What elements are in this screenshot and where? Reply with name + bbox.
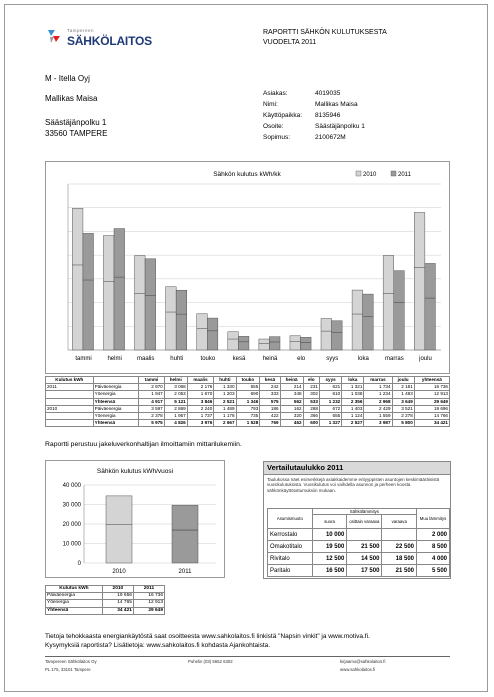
bar-2011-kesä xyxy=(238,336,249,350)
header-cell: helmi xyxy=(164,377,187,384)
value-cell: 575 xyxy=(260,398,280,405)
report-title xyxy=(263,28,387,48)
value-cell: 1 038 xyxy=(342,391,364,398)
info-value: 8135946 xyxy=(315,112,341,119)
value-cell: 2 356 xyxy=(342,398,364,405)
header-cell: 2011 xyxy=(133,586,164,593)
bar-2010-marras xyxy=(383,255,394,350)
company-name: M - Itella Oyj xyxy=(45,74,90,83)
value-cell: 1 232 xyxy=(319,398,341,405)
bar-2010-joulu xyxy=(414,212,425,350)
footer-company: Tampereen Sähkölaitos Oy xyxy=(45,659,97,664)
value-cell: 769 xyxy=(260,420,280,427)
value-cell: 655 xyxy=(236,384,260,391)
x-tick-label: syys xyxy=(326,356,339,362)
table-header-row xyxy=(46,377,450,384)
chart-title: Sähkön kulutus kWh/kk xyxy=(213,171,281,178)
header-cell: 2010 xyxy=(102,586,133,593)
table-row xyxy=(46,391,450,398)
info-label: Asiakas: xyxy=(263,90,288,97)
x-tick-label: loka xyxy=(357,356,369,362)
bar-2010-elo xyxy=(290,336,301,350)
value-cell: 422 xyxy=(260,412,280,419)
header-cell: loka xyxy=(342,377,364,384)
footer-info-line1: Tietoja tehokkaasta energiankäytöstä saat osoitteesta www.sahkolaitos.fi linkistä "Napsin vinkit" ja www.motiva.fi. xyxy=(45,633,370,640)
value-cell: 320 xyxy=(280,412,303,419)
bar-2010-heinä xyxy=(259,339,270,350)
bar-2011-huhti xyxy=(176,290,187,350)
legend-swatch-2011 xyxy=(391,171,396,176)
x-tick-label: joulu xyxy=(419,356,432,362)
value-cell: 16 500 xyxy=(312,565,347,577)
x-tick-label: huhti xyxy=(170,356,184,362)
bar-2010-kesä xyxy=(228,332,239,350)
value-cell: 621 xyxy=(319,384,341,391)
x-tick-label: kesä xyxy=(232,356,246,362)
value-cell: 1 203 xyxy=(214,391,236,398)
yearly-consumption-table xyxy=(45,585,165,615)
value-cell: 5 500 xyxy=(417,565,450,577)
footer-info-line2: Kysymyksiä raportista? Lisätietoja: www.sahkolaitos.fi kohdasta Ajankohtaista. xyxy=(45,642,271,649)
value-cell: 186 xyxy=(260,405,280,412)
chart-title: Sähkön kulutus kWh/vuosi xyxy=(96,468,174,475)
header-cell: touko xyxy=(236,377,260,384)
value-cell: 2 527 xyxy=(342,420,364,427)
value-cell: 462 xyxy=(280,420,303,427)
value-cell: 10 000 xyxy=(312,529,347,541)
x-tick-label: helmi xyxy=(107,356,122,362)
value-cell: 22 500 xyxy=(382,541,417,553)
x-tick-label: tammi xyxy=(75,356,92,362)
footer-divider xyxy=(45,656,450,657)
header-cell: osittain varaava xyxy=(347,515,382,529)
value-cell: 793 xyxy=(236,405,260,412)
value-cell: 2 968 xyxy=(364,398,392,405)
value-cell: 2 429 xyxy=(364,405,392,412)
value-cell: 34 421 xyxy=(102,607,133,614)
value-cell: 214 xyxy=(280,384,303,391)
bar-2010-loka xyxy=(352,290,363,350)
value-cell: 2 278 xyxy=(392,412,414,419)
monthly-chart-panel xyxy=(45,161,450,374)
header-cell xyxy=(93,377,139,384)
value-cell: 1 559 xyxy=(364,412,392,419)
value-cell: 21 500 xyxy=(382,565,417,577)
info-label: Nimi: xyxy=(263,101,278,108)
table-row xyxy=(46,593,165,600)
table-row xyxy=(46,600,165,607)
legend-swatch-2010 xyxy=(356,171,361,176)
table-header-row xyxy=(46,586,165,593)
value-cell: 34 421 xyxy=(414,420,449,427)
report-title-line2: VUODELTA 2011 xyxy=(263,39,317,46)
header-cell: Muu lämmitys xyxy=(417,509,450,529)
header-cell: Kulutus kWh xyxy=(46,377,94,384)
year-cell: 2011 xyxy=(46,384,94,391)
value-cell: 1 947 xyxy=(139,391,164,398)
row-label: Yöenergia xyxy=(93,391,139,398)
row-label: Yöenergia xyxy=(93,412,139,419)
footer-email: kirjaamo@sahkolaitos.fi xyxy=(340,659,386,664)
info-value: 4019035 xyxy=(315,90,341,97)
value-cell: 610 xyxy=(319,391,341,398)
value-cell: 12 913 xyxy=(414,391,449,398)
value-cell xyxy=(347,529,382,541)
x-tick-label: touko xyxy=(200,356,216,362)
header-cell: Asumismuoto xyxy=(268,509,313,529)
header-cell: yhteensä xyxy=(414,377,449,384)
value-cell: 3 521 xyxy=(392,405,414,412)
bar-2010-tammi xyxy=(72,208,83,350)
recipient-postal: 33560 TAMPERE xyxy=(45,129,108,138)
bar-2011-marras xyxy=(394,271,405,350)
y-tick-label: 20 000 xyxy=(62,522,81,528)
recipient-street: Säästäjänpolku 1 xyxy=(45,118,107,127)
y-tick-label: 40 000 xyxy=(62,483,81,489)
value-cell: 2 181 xyxy=(392,384,414,391)
table-row xyxy=(268,565,450,577)
value-cell: 29 649 xyxy=(133,607,164,614)
comparison-panel xyxy=(263,461,451,579)
table-row xyxy=(46,384,450,391)
row-label: Päiväenergia xyxy=(93,384,139,391)
x-tick-label: marras xyxy=(385,356,404,362)
value-cell: 19 656 xyxy=(102,593,133,600)
header-cell: varaava xyxy=(382,515,417,529)
value-cell: 1 178 xyxy=(214,412,236,419)
value-cell: 16 736 xyxy=(414,384,449,391)
table-row xyxy=(46,420,450,427)
value-cell: 366 xyxy=(303,412,319,419)
value-cell: 2 378 xyxy=(139,412,164,419)
info-label: Käyttöpaikka: xyxy=(263,112,303,119)
comparison-table xyxy=(267,508,450,577)
value-cell: 19 696 xyxy=(414,405,449,412)
value-cell: 8 500 xyxy=(417,541,450,553)
value-cell: 2 053 xyxy=(164,391,187,398)
value-cell: 1 327 xyxy=(319,420,341,427)
row-label: Rivitalo xyxy=(268,553,313,565)
table-row xyxy=(46,607,165,614)
info-label: Osoite: xyxy=(263,123,284,130)
info-value: Mallikas Maisa xyxy=(315,101,358,108)
info-value: Säästäjänpolku 1 xyxy=(315,123,365,130)
info-value: 2100672M xyxy=(315,134,346,141)
yearly-consumption-chart xyxy=(46,461,224,577)
value-cell: 21 500 xyxy=(347,541,382,553)
value-cell: 1 234 xyxy=(364,391,392,398)
y-tick-label: 10 000 xyxy=(62,541,81,548)
value-cell: 2 240 xyxy=(187,405,214,412)
value-cell: 1 737 xyxy=(187,412,214,419)
value-cell: 348 xyxy=(280,391,303,398)
value-cell: 333 xyxy=(260,391,280,398)
row-label: Kerrostalo xyxy=(268,529,313,541)
row-label: Yhteensä xyxy=(46,607,103,614)
value-cell: 14 765 xyxy=(102,600,133,607)
bar-2010-syys xyxy=(321,319,332,350)
header-cell: kesä xyxy=(260,377,280,384)
table-row xyxy=(46,412,450,419)
value-cell: 1 489 xyxy=(214,405,236,412)
bar-2011-tammi xyxy=(83,233,94,350)
value-cell: 1 483 xyxy=(392,391,414,398)
header-cell: syys xyxy=(319,377,341,384)
value-cell: 12 913 xyxy=(133,600,164,607)
footer-info xyxy=(45,632,370,650)
footer-address: PL 175, 33101 Tampere xyxy=(45,667,91,672)
company-logo-icon xyxy=(45,27,63,45)
value-cell: 533 xyxy=(303,398,319,405)
footer-web: www.sahkolaitos.fi xyxy=(340,667,376,672)
bar-2011 xyxy=(172,505,198,563)
bar-2011-joulu xyxy=(425,263,436,350)
value-cell: 3 597 xyxy=(139,405,164,412)
value-cell: 3 649 xyxy=(392,398,414,405)
bar-2011-elo xyxy=(301,337,312,350)
bar-2011-heinä xyxy=(269,337,280,350)
row-label: Yöenergia xyxy=(46,600,103,607)
header-cell: Kulutus kWh xyxy=(46,586,103,593)
value-cell: 3 068 xyxy=(164,384,187,391)
reading-note: Raportti perustuu jakeluverkonhaltijan ilmoittamiin mittarilukemiin. xyxy=(45,441,242,448)
legend-label-2010: 2010 xyxy=(363,172,377,178)
value-cell: 29 649 xyxy=(414,398,449,405)
value-cell: 4 000 xyxy=(417,553,450,565)
bar-2011-syys xyxy=(332,321,343,350)
value-cell: 5 975 xyxy=(139,420,164,427)
value-cell: 14 766 xyxy=(414,412,449,419)
recipient-name: Mallikas Maisa xyxy=(45,94,98,103)
value-cell: 2 000 xyxy=(417,529,450,541)
year-cell xyxy=(46,412,94,419)
value-cell: 1 957 xyxy=(164,412,187,419)
row-label: Omakotitalo xyxy=(268,541,313,553)
value-cell: 5 121 xyxy=(164,398,187,405)
value-cell: 16 736 xyxy=(133,593,164,600)
value-cell: 162 xyxy=(280,405,303,412)
bar-2011-loka xyxy=(363,294,374,350)
table-header-row xyxy=(268,509,450,515)
report-page xyxy=(4,4,488,692)
value-cell: 672 xyxy=(319,405,341,412)
header-cell: heinä xyxy=(280,377,303,384)
value-cell: 690 xyxy=(236,391,260,398)
monthly-consumption-table xyxy=(45,376,450,427)
table-row xyxy=(46,405,450,412)
value-cell: 5 800 xyxy=(392,420,414,427)
row-label: Yhteensä xyxy=(93,398,139,405)
value-cell: 2 667 xyxy=(214,420,236,427)
value-cell: 3 987 xyxy=(364,420,392,427)
report-title-line1: RAPORTTI SÄHKÖN KULUTUKSESTA xyxy=(263,29,387,36)
bar-2010-helmi xyxy=(103,236,114,350)
y-tick-label: 30 000 xyxy=(62,502,81,509)
table-row xyxy=(268,541,450,553)
value-cell: 14 500 xyxy=(347,553,382,565)
value-cell: 1 734 xyxy=(364,384,392,391)
value-cell: 302 xyxy=(303,391,319,398)
value-cell: 1 528 xyxy=(236,420,260,427)
value-cell: 1 124 xyxy=(342,412,364,419)
monthly-consumption-chart xyxy=(46,162,449,373)
table-row xyxy=(46,398,450,405)
value-cell: 4 917 xyxy=(139,398,164,405)
header-cell: maalis xyxy=(187,377,214,384)
year-cell xyxy=(46,420,94,427)
comparison-title: Vertailutaulukko 2011 xyxy=(264,462,450,475)
value-cell: 288 xyxy=(303,405,319,412)
year-cell xyxy=(46,391,94,398)
bar-2011-touko xyxy=(207,318,218,350)
x-tick-label: maalis xyxy=(137,356,155,362)
bar-2010-maalis xyxy=(135,256,146,350)
row-label: Yhteensä xyxy=(93,420,139,427)
row-label: Päiväenergia xyxy=(46,593,103,600)
value-cell: 19 500 xyxy=(312,541,347,553)
y-tick-label: 0 xyxy=(77,561,81,567)
bar-2010-huhti xyxy=(166,287,177,350)
year-cell: 2010 xyxy=(46,405,94,412)
footer-phone: Puhelin (03) 5652 6302 xyxy=(188,659,233,664)
year-cell xyxy=(46,398,94,405)
value-cell: 1 321 xyxy=(342,384,364,391)
value-cell: 242 xyxy=(260,384,280,391)
header-cell: marras xyxy=(364,377,392,384)
header-cell: Sähkölämmitys xyxy=(312,509,416,515)
value-cell: 17 500 xyxy=(347,565,382,577)
row-label: Päiväenergia xyxy=(93,405,139,412)
value-cell: 4 826 xyxy=(164,420,187,427)
value-cell: 2 970 xyxy=(139,384,164,391)
value-cell: 735 xyxy=(236,412,260,419)
row-label: Paritalo xyxy=(268,565,313,577)
yearly-chart-panel xyxy=(45,460,225,578)
legend-label-2011: 2011 xyxy=(398,172,411,178)
value-cell: 1 403 xyxy=(342,405,364,412)
header-cell: huhti xyxy=(214,377,236,384)
bar-2010 xyxy=(106,496,132,563)
value-cell: 600 xyxy=(303,420,319,427)
x-tick-label: 2011 xyxy=(178,569,192,575)
value-cell: 12 500 xyxy=(312,553,347,565)
value-cell: 18 500 xyxy=(382,553,417,565)
value-cell: 1 330 xyxy=(214,384,236,391)
value-cell: 3 976 xyxy=(187,420,214,427)
x-tick-label: elo xyxy=(297,356,306,362)
bar-2011-helmi xyxy=(114,229,125,350)
value-cell: 2 869 xyxy=(164,405,187,412)
x-tick-label: heinä xyxy=(262,356,278,362)
table-row xyxy=(268,529,450,541)
x-tick-label: 2010 xyxy=(112,569,126,575)
value-cell: 562 xyxy=(280,398,303,405)
header-cell: suora xyxy=(312,515,347,529)
value-cell xyxy=(382,529,417,541)
table-row xyxy=(268,553,450,565)
value-cell: 1 346 xyxy=(236,398,260,405)
header-cell: tammi xyxy=(139,377,164,384)
info-label: Sopimus: xyxy=(263,134,291,141)
value-cell: 1 670 xyxy=(187,391,214,398)
logo-top-text: Tampereen xyxy=(67,28,95,33)
header-cell: joulu xyxy=(392,377,414,384)
bar-2010-touko xyxy=(197,314,208,350)
value-cell: 2 176 xyxy=(187,384,214,391)
bar-2011-maalis xyxy=(145,259,156,350)
value-cell: 3 846 xyxy=(187,398,214,405)
header-cell: elo xyxy=(303,377,319,384)
logo-main-text: SÄHKÖLAITOS xyxy=(67,34,152,48)
value-cell: 2 521 xyxy=(214,398,236,405)
comparison-description: Taulukossa näet esimerkkejä asiakkaidemme erityyppisten asuntojen keskimääräisistä vuosikulutuksista. Vuosikulutus voi vaihdella asunnon ja perheen koosta sähkönkäyttötottumuksiin mukaan. xyxy=(267,477,440,493)
value-cell: 231 xyxy=(303,384,319,391)
value-cell: 655 xyxy=(319,412,341,419)
